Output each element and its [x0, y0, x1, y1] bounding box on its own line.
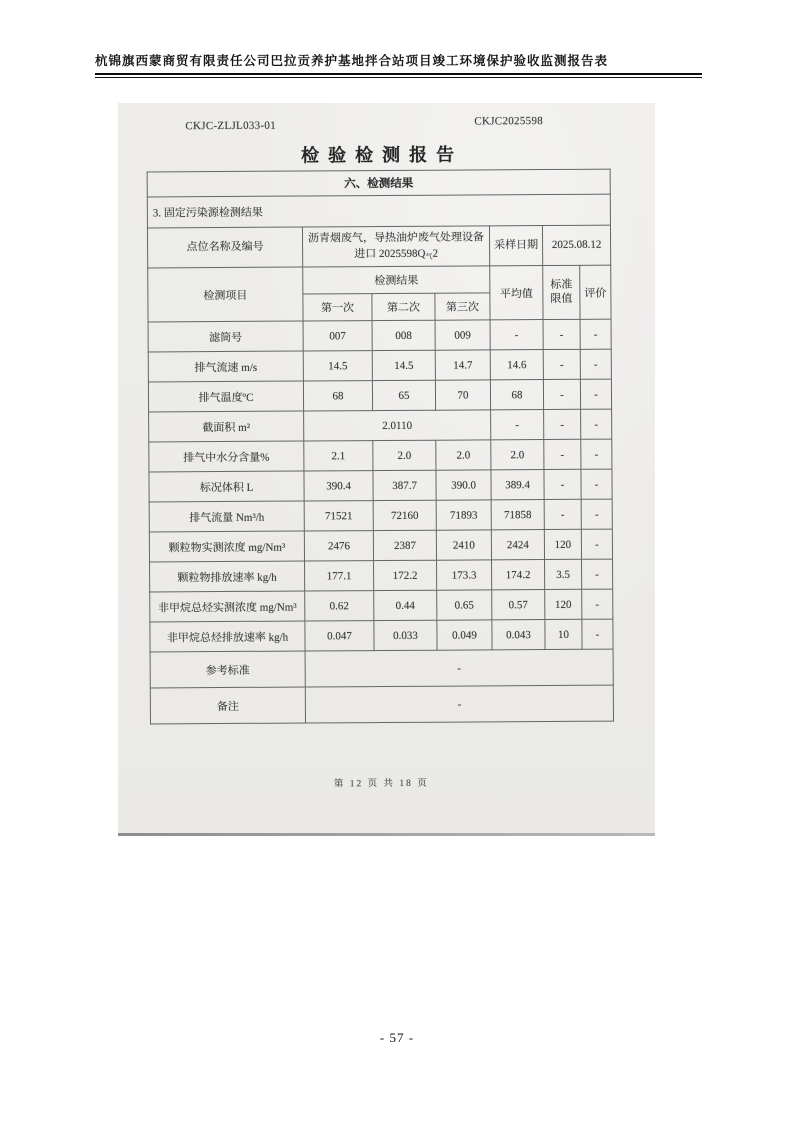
evaluation-cell: - — [581, 469, 612, 499]
row-item-label: 排气中水分含量% — [149, 441, 304, 472]
limit-value-cell: 120 — [544, 529, 581, 559]
trial3-value-cell: 70 — [435, 380, 490, 410]
report-number: CKJC2025598 — [474, 115, 544, 128]
trial3-value-cell: 0.049 — [437, 620, 492, 650]
trial1-value-cell: 2.1 — [304, 441, 373, 471]
point-value-subscript: 气 — [425, 252, 433, 261]
table-row — [149, 529, 612, 562]
trial2-value-cell: 172.2 — [374, 560, 437, 590]
limit-value-cell: - — [544, 409, 581, 439]
average-value-cell: 174.2 — [492, 560, 545, 590]
results-table — [147, 169, 614, 725]
trial3-value-cell: 173.3 — [437, 560, 492, 590]
table-row — [149, 439, 612, 472]
table-row — [150, 589, 613, 622]
row-item-label: 颗粒物排放速率 kg/h — [150, 561, 305, 592]
section-header: 六、检测结果 — [147, 169, 610, 197]
trial2-value-cell: 72160 — [373, 500, 436, 530]
section-header-row — [147, 169, 610, 197]
limit-value-cell: - — [543, 319, 580, 349]
trial1-value-cell: 68 — [303, 381, 372, 411]
trial2-header: 第二次 — [372, 293, 435, 320]
subsection-title: 3. 固定污染源检测结果 — [147, 194, 610, 228]
trial2-value-cell: 387.7 — [373, 470, 436, 500]
limit-column-header: 标准限值 — [543, 265, 580, 319]
row-item-label: 滤筒号 — [148, 321, 303, 352]
limit-value-cell: - — [543, 379, 580, 409]
trial2-value-cell: 008 — [372, 320, 435, 350]
evaluation-cell: - — [582, 559, 613, 589]
average-value-cell: 2424 — [491, 530, 544, 560]
trial2-value-cell: 0.033 — [374, 620, 437, 650]
form-code: CKJC-ZLJL033-01 — [185, 119, 277, 133]
average-value-cell: 71858 — [491, 500, 544, 530]
scanned-report-content — [116, 101, 657, 835]
trial3-value-cell: 71893 — [436, 500, 491, 530]
sampling-date-label: 采样日期 — [489, 226, 542, 266]
trial3-value-cell: 009 — [435, 320, 490, 350]
evaluation-cell: - — [582, 589, 613, 619]
report-title: 检验检测报告 — [300, 144, 464, 166]
item-column-header: 检测项目 — [148, 267, 303, 322]
table-row — [148, 349, 611, 382]
trial1-value-cell: 177.1 — [305, 561, 374, 591]
average-value-cell: 389.4 — [491, 470, 544, 500]
row-item-label: 截面积 m² — [149, 411, 304, 442]
trial1-value-cell: 71521 — [304, 501, 373, 531]
limit-value-cell: 3.5 — [545, 559, 582, 589]
evaluation-cell: - — [581, 529, 612, 559]
eval-column-header: 评价 — [580, 265, 611, 319]
row-item-label: 标况体积 L — [149, 471, 304, 502]
scanned-report-page — [118, 103, 655, 834]
footer-row-label: 参考标准 — [150, 651, 305, 688]
row-item-label: 排气流量 Nm³/h — [149, 501, 304, 532]
sampling-date-value: 2025.08.12 — [542, 225, 610, 265]
average-value-cell: 68 — [490, 380, 543, 410]
row-item-label: 排气流速 m/s — [148, 351, 303, 382]
table-row — [148, 379, 611, 412]
average-value-cell: 2.0 — [491, 440, 544, 470]
trial3-value-cell: 0.65 — [437, 590, 492, 620]
point-name-label: 点位名称及编号 — [147, 227, 302, 268]
trial2-value-cell: 2387 — [373, 530, 436, 560]
merged-value-cell: 2.0110 — [304, 410, 491, 441]
table-row — [148, 319, 611, 352]
trial1-header: 第一次 — [303, 294, 372, 321]
table-footer-row — [150, 649, 613, 688]
evaluation-cell: - — [581, 409, 612, 439]
table-row — [149, 409, 612, 442]
evaluation-cell: - — [580, 319, 611, 349]
trial1-value-cell: 0.047 — [305, 621, 374, 651]
trial2-value-cell: 14.5 — [372, 350, 435, 380]
row-item-label: 颗粒物实测浓度 mg/Nm³ — [149, 531, 304, 562]
table-row — [150, 559, 613, 592]
trial1-value-cell: 2476 — [304, 531, 373, 561]
row-item-label: 非甲烷总烃排放速率 kg/h — [150, 621, 305, 652]
trial3-header: 第三次 — [435, 293, 490, 320]
evaluation-cell: - — [580, 349, 611, 379]
average-value-cell: 0.57 — [492, 590, 545, 620]
column-header-row-1 — [148, 265, 611, 295]
report-table-body — [147, 169, 613, 724]
average-value-cell: 14.6 — [490, 350, 543, 380]
evaluation-cell: - — [581, 499, 612, 529]
trial3-value-cell: 2.0 — [436, 440, 491, 470]
table-row — [150, 619, 613, 652]
limit-value-cell: 10 — [545, 619, 582, 649]
point-value-line1: 沥青烟废气，导热油炉废气处理设备 — [308, 230, 485, 245]
result-column-header: 检测结果 — [303, 266, 490, 294]
subsection-row — [147, 194, 610, 228]
trial1-value-cell: 007 — [303, 321, 372, 351]
trial1-value-cell: 14.5 — [303, 351, 372, 381]
point-value-line2: 进口 2025598Q气2 — [354, 247, 439, 261]
page-number: - 57 - — [379, 1030, 415, 1045]
table-row — [149, 469, 612, 502]
row-item-label: 非甲烷总烃实测浓度 mg/Nm³ — [150, 591, 305, 622]
avg-column-header: 平均值 — [490, 266, 543, 320]
scan-page-footer: 第 12 页 共 18 页 — [333, 778, 429, 790]
point-info-row — [147, 225, 610, 268]
limit-value-cell: 120 — [545, 589, 582, 619]
trial1-value-cell: 390.4 — [304, 471, 373, 501]
limit-value-cell: - — [544, 499, 581, 529]
trial2-value-cell: 0.44 — [374, 590, 437, 620]
limit-value-cell: - — [544, 469, 581, 499]
table-footer-row — [150, 685, 613, 724]
row-item-label: 排气温度ºC — [148, 381, 303, 412]
limit-value-cell: - — [544, 439, 581, 469]
document-header-title: 杭锦旗西蒙商贸有限责任公司巴拉贡养护基地拌合站项目竣工环境保护验收监测报告表 — [95, 54, 609, 68]
header-divider-rule — [95, 73, 702, 78]
footer-row-value: - — [305, 685, 613, 723]
trial2-value-cell: 2.0 — [373, 440, 436, 470]
average-value-cell: - — [491, 410, 544, 440]
footer-row-label: 备注 — [150, 687, 305, 724]
evaluation-cell: - — [581, 439, 612, 469]
trial3-value-cell: 2410 — [436, 530, 491, 560]
trial2-value-cell: 65 — [372, 380, 435, 410]
average-value-cell: - — [490, 320, 543, 350]
trial3-value-cell: 390.0 — [436, 470, 491, 500]
point-name-value — [302, 226, 489, 267]
evaluation-cell: - — [582, 619, 613, 649]
evaluation-cell: - — [580, 379, 611, 409]
average-value-cell: 0.043 — [492, 620, 545, 650]
trial1-value-cell: 0.62 — [305, 591, 374, 621]
footer-row-value: - — [305, 649, 613, 687]
trial3-value-cell: 14.7 — [435, 350, 490, 380]
table-row — [149, 499, 612, 532]
limit-value-cell: - — [543, 349, 580, 379]
